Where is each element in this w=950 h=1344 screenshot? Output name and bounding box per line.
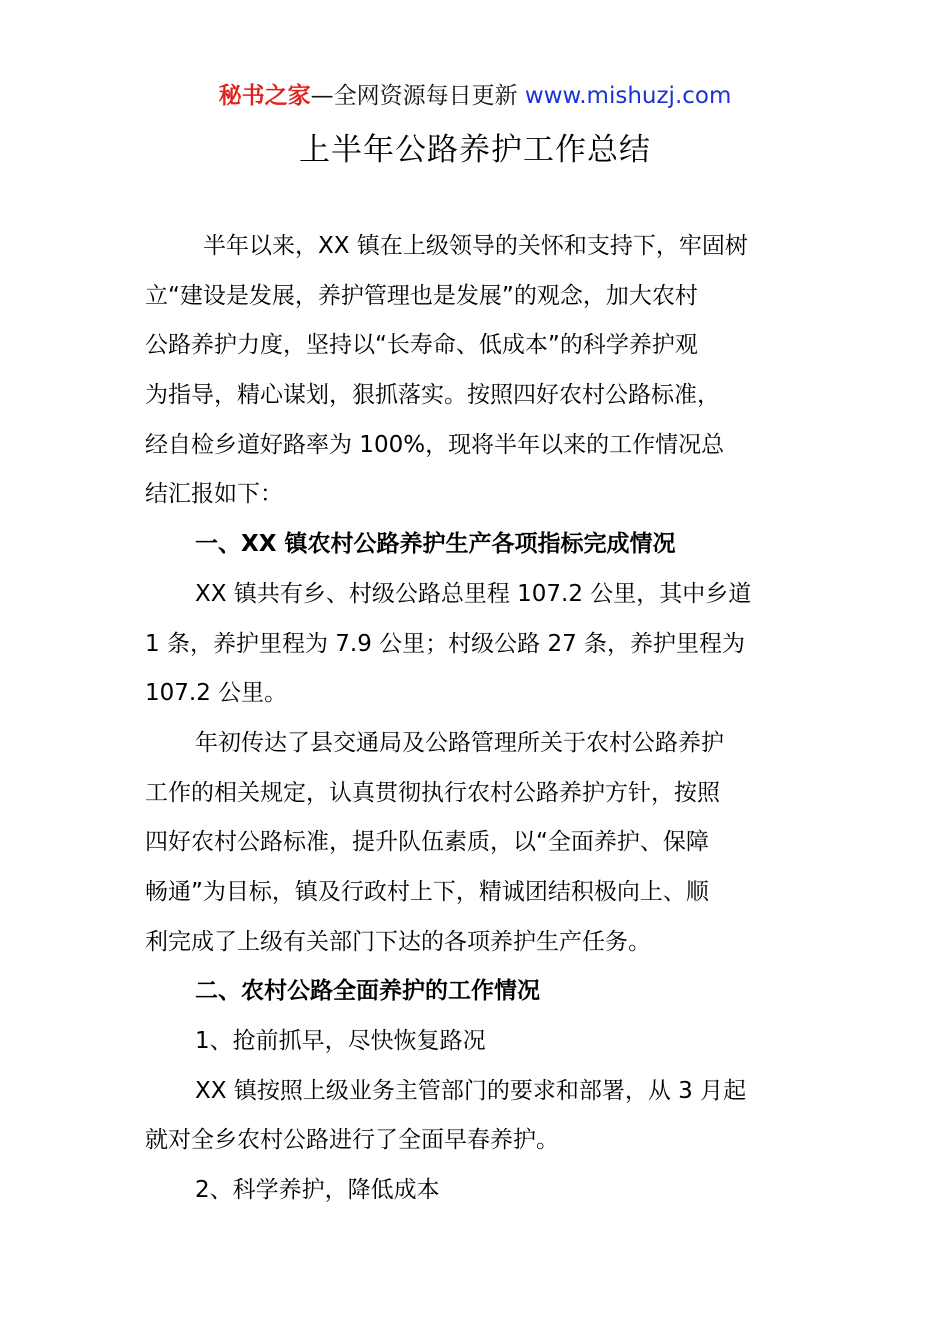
paragraph-line: 公路养护力度，坚持以“长寿命、低成本”的科学养护观 [145, 332, 698, 359]
paragraph-line: 畅通”为目标，镇及行政村上下，精诚团结积极向上、顺 [145, 878, 709, 905]
paragraph-line: 1 条，养护里程为 7.9 公里；村级公路 27 条，养护里程为 [145, 630, 746, 657]
paragraph-line: 半年以来，XX 镇在上级领导的关怀和支持下，牢固树 [203, 233, 748, 259]
paragraph-line: XX 镇按照上级业务主管部门的要求和部署，从 3 月起 [195, 1077, 747, 1104]
paragraph-line: 利完成了上级有关部门下达的各项养护生产任务。 [145, 928, 651, 955]
document-title: 上半年公路养护工作总结 [299, 132, 651, 168]
paragraph-line: 年初传达了县交通局及公路管理所关于农村公路养护 [195, 729, 724, 756]
header-slogan: —全网资源每日更新 [310, 83, 525, 109]
section-heading: 一、XX 镇农村公路养护生产各项指标完成情况 [195, 531, 676, 558]
paragraph-line: 为指导，精心谋划，狠抓落实。按照四好农村公路标准， [145, 382, 720, 409]
paragraph-line: XX 镇共有乡、村级公路总里程 107.2 公里，其中乡道 [195, 580, 752, 607]
paragraph-line: 经自检乡道好路率为 100%，现将半年以来的工作情况总 [145, 431, 725, 458]
subheading-line: 2、科学养护，降低成本 [195, 1177, 440, 1204]
paragraph-line: 107.2 公里。 [145, 680, 288, 707]
paragraph-line: 四好农村公路标准，提升队伍素质，以“全面养护、保障 [145, 829, 709, 856]
subheading-line: 1、抢前抓早，尽快恢复路况 [195, 1028, 486, 1054]
brand-name: 秘书之家 [218, 83, 311, 109]
paragraph-line: 结汇报如下： [145, 481, 283, 508]
site-url-link[interactable]: www.mishuzj.com [524, 83, 732, 109]
paragraph-line: 立“建设是发展，养护管理也是发展”的观念，加大农村 [145, 282, 698, 309]
paragraph-line: 工作的相关规定，认真贯彻执行农村公路养护方针，按照 [145, 779, 720, 806]
site-header [0, 80, 950, 112]
section-heading: 二、农村公路全面养护的工作情况 [195, 978, 540, 1005]
document-body [145, 222, 810, 1216]
paragraph-line: 就对全乡农村公路进行了全面早春养护。 [145, 1127, 559, 1154]
